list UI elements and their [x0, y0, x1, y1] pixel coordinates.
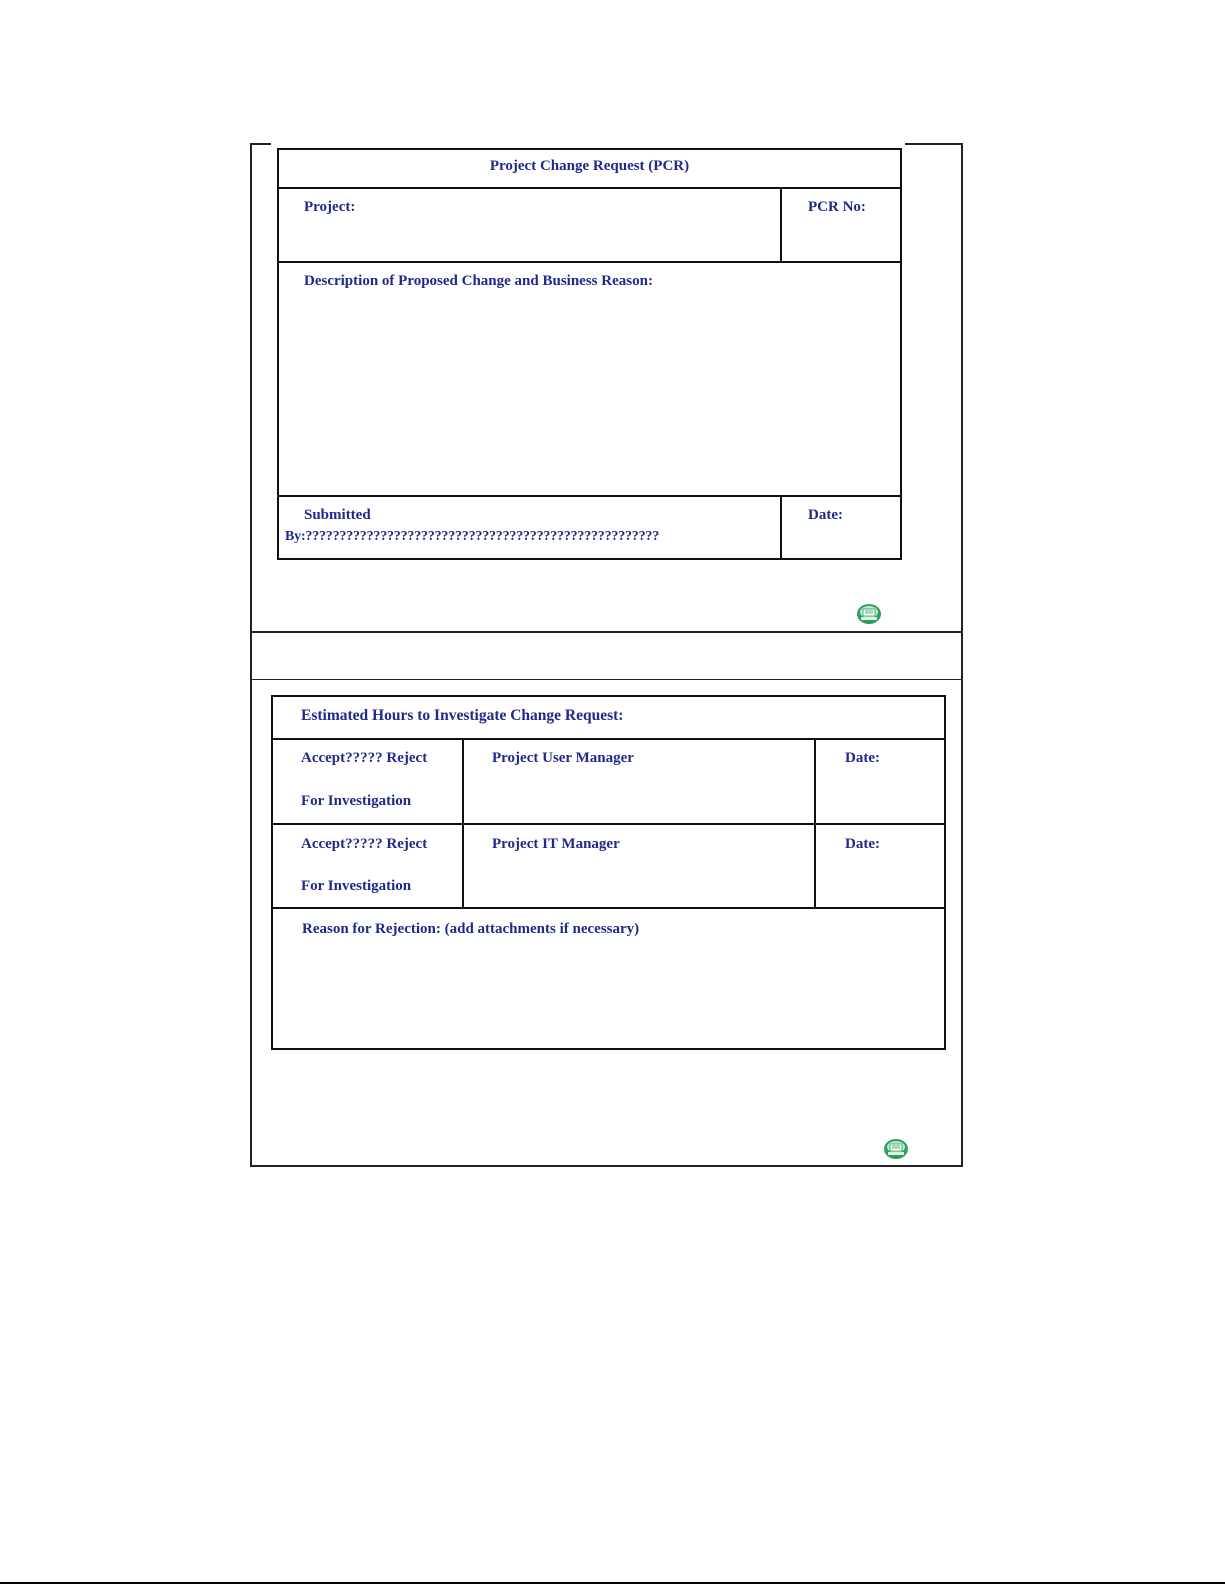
date-field[interactable]: [825, 775, 935, 817]
document-stamp-icon: [883, 1138, 909, 1160]
date-label: Date:: [845, 836, 880, 852]
pcr-no-label: PCR No:: [808, 199, 866, 215]
form-title: Project Change Request (PCR): [489, 158, 690, 174]
document-stamp-icon: [856, 603, 882, 625]
submitted-by-line[interactable]: By:????????????????????????????????????????????????????: [285, 529, 660, 544]
rejection-reason-field[interactable]: [285, 945, 935, 1043]
pcr-no-field[interactable]: [790, 218, 895, 256]
date-field[interactable]: [825, 860, 935, 902]
for-investigation-option[interactable]: For Investigation: [301, 793, 412, 809]
submitted-label: Submitted: [304, 507, 371, 523]
date-field[interactable]: [790, 528, 895, 554]
description-field[interactable]: [290, 295, 890, 490]
accept-reject-options[interactable]: Accept????? Reject: [301, 836, 428, 852]
user-manager-signature-field[interactable]: [475, 775, 805, 817]
estimated-hours-field[interactable]: [650, 702, 935, 732]
estimated-hours-label: Estimated Hours to Investigate Change Request:: [301, 707, 624, 724]
description-label: Description of Proposed Change and Business Reason:: [304, 273, 653, 289]
project-label: Project:: [304, 199, 356, 215]
page-bottom-edge: [0, 1582, 1225, 1584]
accept-reject-options[interactable]: Accept????? Reject: [301, 750, 428, 766]
date-label: Date:: [808, 507, 843, 523]
role-label-it-manager: Project IT Manager: [492, 836, 620, 852]
for-investigation-option[interactable]: For Investigation: [301, 878, 412, 894]
role-label-user-manager: Project User Manager: [492, 750, 634, 766]
it-manager-signature-field[interactable]: [475, 860, 805, 902]
project-field[interactable]: [300, 218, 770, 256]
date-label: Date:: [845, 750, 880, 766]
rejection-reason-label: Reason for Rejection: (add attachments if necessary): [302, 921, 640, 937]
